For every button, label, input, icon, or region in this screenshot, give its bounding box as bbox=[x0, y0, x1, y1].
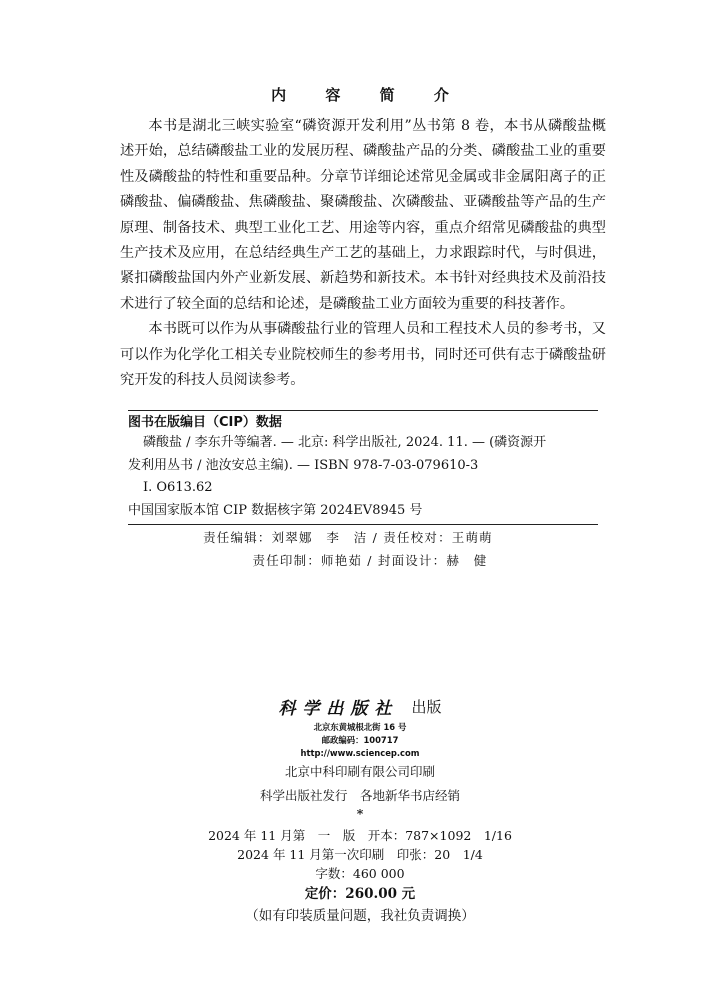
cip-record-number: 中国国家版本馆 CIP 数据核字第 2024EV8945 号 bbox=[128, 502, 423, 518]
publisher-line bbox=[0, 694, 720, 719]
printing-line: 2024 年 11 月第一次印刷 印张：20 1/4 bbox=[237, 847, 483, 862]
printer-line: 北京中科印刷有限公司印刷 bbox=[284, 764, 435, 779]
word-count: 字数：460 000 bbox=[315, 866, 405, 881]
distribution-line: 科学出版社发行 各地新华书店经销 bbox=[259, 788, 460, 803]
publish-label: 出版 bbox=[411, 698, 442, 716]
summary-paragraph-2: 本书既可以作为从事磷酸盐行业的管理人员和工程技术人员的参考书，又可以作为化学化工相关专业院校师生的参考用书，同时还可供有志于磷酸盐研究开发的科技人员阅读参考。 bbox=[120, 321, 606, 389]
publisher-url: http://www.sciencep.com bbox=[300, 748, 420, 758]
cip-bottom-rule bbox=[128, 524, 598, 525]
publisher-logo: 科学出版社 bbox=[278, 699, 399, 719]
cip-entry-line-1: 磷酸盐 / 李东升等编著. — 北京: 科学出版社, 2024. 11. — (磷资源开 bbox=[143, 435, 547, 450]
edition-line: 2024 年 11 月第 一 版 开本：787×1092 1/16 bbox=[208, 828, 512, 843]
cip-classification: Ⅰ. O613.62 bbox=[143, 480, 213, 495]
summary-section bbox=[120, 114, 606, 393]
publisher-address: 北京东黄城根北街 16 号 bbox=[313, 722, 407, 732]
page-title: 内 容 简 介 bbox=[271, 86, 466, 104]
cip-block bbox=[128, 410, 598, 525]
editor-credits: 责任编辑：刘翠娜 李 洁 / 责任校对：王萌萌 bbox=[203, 530, 493, 545]
cip-heading: 图书在版编目（CIP）数据 bbox=[128, 415, 282, 430]
quality-notice: （如有印装质量问题，我社负责调换） bbox=[245, 908, 475, 924]
summary-paragraph-1: 本书是湖北三峡实验室“磷资源开发利用”丛书第 8 卷，本书从磷酸盐概述开始，总结磷酸盐工业的发展历程、磷酸盐产品的分类、磷酸盐工业的重要性及磷酸盐的特性和重要品种。分章节详细论述常见金属或非金属阳离子的正磷酸盐、偏磷酸盐、焦磷酸盐、聚磷酸盐、次磷酸盐、亚磷酸盐等产品的生产原理、制备技术、典型工业化工艺、用途等内容，重点介绍常见磷酸盐的典型生产技术及应用，在总结经典生产工艺的基础上，力求跟踪时代，与时俱进，紧扣磷酸盐国内外产业新发展、新趋势和新技术。本书针对经典技术及前沿技术进行了较全面的总结和论述，是磷酸盐工业方面较为重要的科技著作。 bbox=[120, 118, 606, 312]
cip-entry-line-2: 发利用丛书 / 池汝安总主编). — ISBN 978-7-03-079610-3 bbox=[128, 457, 479, 473]
publisher-postcode: 邮政编码：100717 bbox=[321, 735, 399, 745]
separator-star: * bbox=[356, 806, 364, 821]
price: 定价：260.00 元 bbox=[304, 886, 416, 902]
production-credits: 责任印制：师艳茹 / 封面设计：赫 健 bbox=[252, 553, 488, 568]
